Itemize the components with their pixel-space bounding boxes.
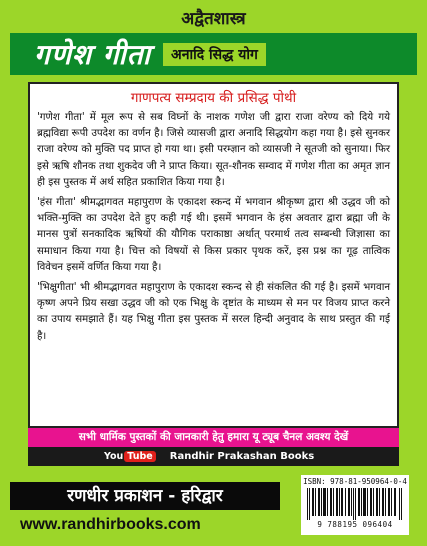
barcode-digits: 9 788195 096404	[317, 520, 393, 529]
description-panel	[28, 82, 399, 428]
youtube-logo-tube: Tube	[124, 451, 155, 462]
series-name: अद्वैतशास्त्र	[181, 9, 246, 29]
isbn-text: ISBN: 978-81-950964-0-4	[303, 477, 407, 486]
youtube-logo-you: You	[104, 451, 124, 462]
youtube-strip	[28, 447, 399, 466]
promo-banner: सभी धार्मिक पुस्तकों की जानकारी हेतु हमारा यू ट्यूब चैनल अवश्य देखें	[28, 428, 399, 447]
youtube-channel-name: Randhir Prakashan Books	[169, 451, 315, 462]
paragraph-hans-gita: 'हंस गीता' श्रीमद्भागवत महापुराण के एकादश स्कन्द में भगवान श्रीकृष्ण द्वारा श्री उद्धव जी को भक्ति-मुक्ति का उपदेश देते हुए कही गई थी। इसमें भगवान के हंस अवतार द्वारा ब्रह्मा जी के मानस पुत्रों सनकादिक ऋषियों की यौगिक पराकाष्ठा अर्थात् परमार्थ तत्व सम्बन्धी जिज्ञासा का समाधान किया गया है। चित्त को विषयों से किस प्रकार पृथक करें, इस प्रश्न का गूढ़ तात्विक विवेचन इसमें वर्णित किया गया है।	[37, 197, 390, 273]
title-banner	[10, 33, 417, 75]
barcode-bars-icon	[305, 488, 405, 520]
paragraph-bhikshu-gita: 'भिक्षुगीता' भी श्रीमद्भागवत महापुराण के एकादश स्कन्द से ही संकलित की गई है। इसमें भगवान कृष्ण अपने प्रिय सखा उद्धव जी को एक भिक्षु के दृष्टांत के माध्यम से मन पर विजय प्राप्त करने का उपाय समझाते हैं। यह भिक्षु गीता इस पुस्तक में सरल हिन्दी अनुवाद के साथ प्रस्तुत की गई है।	[37, 282, 390, 342]
youtube-logo-icon	[104, 451, 156, 462]
panel-heading: गाणपत्य सम्प्रदाय की प्रसिद्ध पोथी	[130, 90, 297, 106]
paragraph-ganesh-gita: 'गणेश गीता' में मूल रूप से सब विघ्नों के नाशक गणेश जी द्वारा राजा वरेण्य को दिये गये ब्रह्मविद्या रूपी उपदेश का वर्णन है। जिसे व्यासजी द्वारा अनादि सिद्धयोग कहा गया है। इसे सुनकर राजा वरेण्य को मुक्ति पद प्राप्त हो गया था। इसी परम्ज्ञान को व्यासजी ने सूतजी को सुनाया। फिर इसे ऋषि शौनक तथा शुकदेव जी ने प्राप्त किया। सूत-शौनक सम्वाद में गणेश गीता का अमृत ज्ञान ही इस पुस्तक में अर्थ सहित प्रकाशित किया गया है।	[37, 112, 390, 188]
website-url: www.randhirbooks.com	[20, 516, 201, 533]
book-title: गणेश गीता	[34, 38, 152, 71]
book-subtitle-tag: अनादि सिद्ध योग	[163, 43, 266, 66]
publisher-name: रणधीर प्रकाशन - हरिद्वार	[10, 482, 280, 510]
isbn-barcode	[301, 475, 409, 535]
